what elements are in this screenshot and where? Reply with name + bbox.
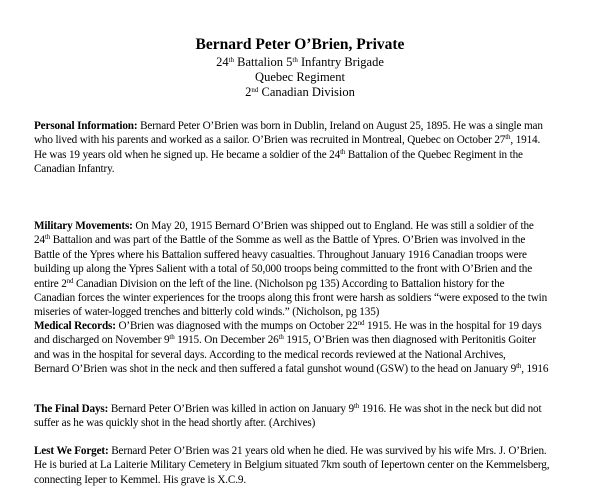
superscript: th [169, 333, 175, 342]
section-heading: Personal Information: [34, 120, 138, 132]
paragraph-line [34, 162, 579, 176]
paragraph-line [34, 219, 579, 233]
text-run: and was in the hospital for several days. According to the medical records reviewed at the National Archives, [34, 348, 506, 361]
section-personal-information [34, 119, 579, 177]
paragraph-line [34, 262, 579, 276]
text-run: He is buried at La Laiterie Military Cemetery in Belgium situated 7km south of Iepertown center on the Kemmelsberg, [34, 459, 550, 472]
superscript: th [340, 147, 346, 156]
paragraph-line [34, 444, 579, 458]
text-run: Canadian forces the winter experiences for the troops along this front were harsh as soldiers “were exposed to the twin [34, 292, 548, 305]
paragraph-line [34, 458, 579, 472]
text-run: 1915. He was in the hospital for 19 days [364, 320, 542, 332]
text-run: 24 [34, 234, 45, 247]
text-run: Canadian Division [258, 85, 355, 99]
superscript: th [44, 233, 51, 242]
text-run: Bernard Peter O’Brien was killed in action on January 9 [108, 403, 354, 415]
text-run: Infantry Brigade [297, 55, 384, 69]
paragraph-line [34, 248, 579, 262]
paragraph-line [34, 402, 579, 416]
paragraph-line [34, 362, 579, 376]
text-run: entire 2 [34, 277, 67, 290]
subtitle-regiment [0, 70, 600, 85]
paragraph-line [34, 133, 579, 147]
paragraph-line [34, 333, 579, 347]
superscript: th [228, 56, 235, 64]
subtitle-battalion [0, 55, 600, 70]
subtitle-division [0, 85, 600, 100]
text-run: Quebec Regiment [255, 70, 345, 84]
superscript: th [516, 362, 522, 371]
paragraph-line [34, 119, 579, 133]
text-run: miseries of water-logged trenches and bitterly cold winds.” (Nicholson, pg 135) [34, 306, 380, 319]
text-run: 24 [216, 55, 229, 69]
text-run: On May 20, 1915 Bernard O’Brien was shipped out to England. He was still a soldier of the [132, 220, 534, 232]
document-title: Bernard Peter O’Brien, Private [195, 36, 405, 53]
text-run: Battle of the Ypres where his Battalion suffered heavy casualties. Throughout January 1916 Canadian troops were [34, 248, 527, 261]
superscript: nd [357, 319, 365, 327]
paragraph-line [34, 305, 579, 319]
section-heading: Military Movements: [34, 220, 133, 232]
section-heading: Lest We Forget: [34, 445, 109, 457]
text-run: and discharged on November 9 [34, 334, 170, 347]
text-run: 1915, O’Brien was then diagnosed with Peritonitis Goiter [283, 334, 536, 347]
section-medical-records [34, 319, 579, 377]
text-run: , 1914. [510, 134, 541, 147]
text-run: connecting Ieper to Kemmel. His grave is X.C.9. [34, 473, 246, 486]
paragraph-line [34, 348, 579, 362]
text-run: Battalion and was part of the Battle of the Somme as well as the Battle of Ypres. O’Brien was involved in the [50, 234, 526, 247]
text-run: He was 19 years old when he signed up. He became a soldier of the 24 [34, 148, 341, 161]
text-run: O’Brien was diagnosed with the mumps on October 22 [115, 320, 358, 332]
section-heading: The Final Days: [34, 403, 109, 415]
section-lest-we-forget [34, 444, 579, 487]
superscript: th [292, 56, 298, 64]
text-run: Canadian Infantry. [34, 163, 115, 176]
paragraph-line [34, 233, 579, 247]
text-run: suffer as he was quickly shot in the head shortly after. (Archives) [34, 417, 316, 430]
text-run: 1915. On December 26 [174, 334, 279, 347]
superscript: nd [66, 276, 74, 285]
text-run: who lived with his parents and worked as a sailor. O’Brien was recruited in Montreal, Quebec on October 27 [34, 134, 506, 147]
text-run: Bernard O’Brien was shot in the neck and then suffered a fatal gunshot wound (GSW) to the head on January 9 [34, 363, 517, 376]
paragraph-line [34, 473, 579, 487]
text-run: Canadian Division on the left of the line. (Nicholson pg 135) According to Battalion history for the [73, 277, 505, 290]
superscript: nd [251, 86, 259, 94]
text-run: 2 [245, 85, 252, 99]
superscript: th [505, 133, 511, 142]
text-run: Bernard Peter O’Brien was born in Dublin, Ireland on August 25, 1895. He was a single man [137, 120, 543, 132]
text-run: building up along the Ypres Salient with a total of 50,000 troops being committed to the front with O’Brien and the [34, 263, 533, 276]
text-run: 1916. He was shot in the neck but did not [359, 403, 542, 415]
paragraph-line [34, 319, 579, 333]
paragraph-line [34, 416, 579, 430]
section-final-days [34, 402, 579, 431]
paragraph-line [34, 148, 579, 162]
paragraph-line [34, 277, 579, 291]
text-run: , 1916 [521, 363, 549, 376]
section-heading: Medical Records: [34, 320, 116, 332]
superscript: th [278, 333, 284, 342]
text-run: Bernard Peter O’Brien was 21 years old when he died. He was survived by his wife Mrs. J. O’Brien. [108, 445, 547, 457]
text-run: Battalion 5 [234, 55, 293, 69]
paragraph-line [34, 291, 579, 305]
superscript: th [353, 402, 360, 410]
text-run: Battalion of the Quebec Regiment in the [345, 148, 523, 161]
section-military-movements [34, 219, 579, 320]
